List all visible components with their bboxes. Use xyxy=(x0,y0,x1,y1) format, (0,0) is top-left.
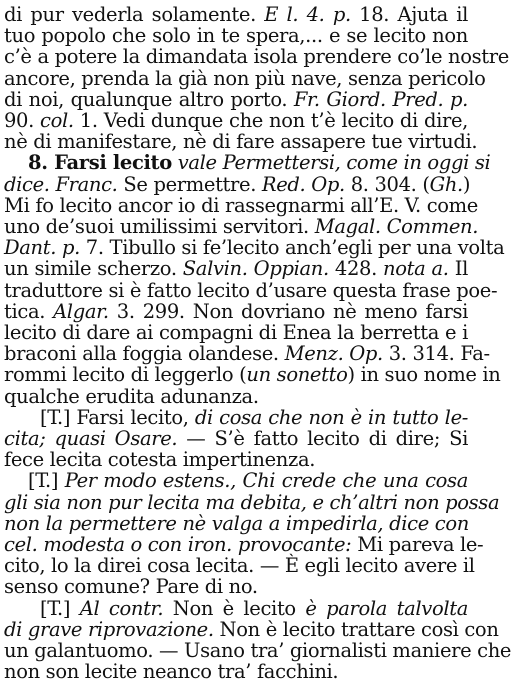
italic-text: Menz. Op. xyxy=(284,342,383,366)
italic-text: Magal. Commen. xyxy=(314,215,479,239)
text-line xyxy=(4,533,484,557)
italic-text: un sonetto xyxy=(246,363,348,387)
text-span: fece lecita cotesta impertinenza. xyxy=(4,448,316,472)
italic-text: Gh. xyxy=(429,172,463,196)
text-line xyxy=(4,598,468,619)
text-line xyxy=(4,258,468,279)
text-span: [T.] Farsi lecito, xyxy=(40,405,195,429)
text-line xyxy=(4,470,468,491)
text-line xyxy=(4,407,468,428)
text-line xyxy=(4,576,468,597)
text-line xyxy=(4,554,475,578)
italic-text: Dant. p. xyxy=(4,236,80,260)
italic-text: col. xyxy=(40,109,74,133)
text-span: c’è a potere la dimandata isola prendere co’le nostre xyxy=(4,45,509,69)
text-span: ) in suo nome in xyxy=(347,363,501,387)
italic-text: cel. modesta o con iron. provocante: xyxy=(4,533,352,557)
text-span: 8. 304. ( xyxy=(344,172,430,196)
text-line xyxy=(4,639,511,663)
italic-text: cita; quasi Osare. xyxy=(4,427,178,451)
text-line xyxy=(4,278,498,302)
text-span: un simile scherzo. xyxy=(4,257,183,281)
text-span: tica. xyxy=(4,299,54,323)
text-span: tuo popolo che solo in te spera,... e se lecito non xyxy=(4,24,468,48)
text-line xyxy=(4,130,478,154)
dictionary-entry-text xyxy=(4,3,511,683)
text-span: lecito di dare ai compagni di Enea la berretta e i xyxy=(4,321,468,345)
text-line xyxy=(4,172,471,196)
italic-text: Per modo estens., Chi crede che una cosa xyxy=(64,469,468,493)
text-span: 428. xyxy=(328,257,384,281)
text-line xyxy=(4,25,468,46)
italic-text: di grave riprovazione. xyxy=(4,617,214,641)
text-span: rommi lecito di leggerlo ( xyxy=(4,363,247,387)
text-span: ) xyxy=(462,172,471,196)
text-line xyxy=(4,661,468,682)
text-span: 7. Tibullo si fe’lecito anch’egli per una volta xyxy=(79,236,505,260)
text-span: 90. xyxy=(4,109,41,133)
text-span: non son lecite neanco tra’ facchini. xyxy=(4,660,339,683)
text-span: nè di manifestare, nè di fare assapere tue virtudi. xyxy=(4,130,478,154)
text-span: Il xyxy=(448,257,468,281)
italic-text: Algar. xyxy=(53,299,109,323)
text-line xyxy=(4,45,509,69)
italic-text: vale Permettersi, come in oggi si xyxy=(171,151,491,175)
text-line xyxy=(4,322,468,343)
text-line xyxy=(4,110,468,131)
text-span: [T.] xyxy=(40,596,80,620)
italic-text: Fr. Giord. Pred. p. xyxy=(293,87,468,111)
text-line xyxy=(4,4,468,25)
text-span: senso comune? Pare di no. xyxy=(4,575,258,599)
text-span: di pur vederla solamente. xyxy=(4,3,265,26)
text-span: Non è lecito trattare così con xyxy=(213,617,499,641)
italic-text: Al contr. xyxy=(79,596,164,620)
text-line xyxy=(4,236,505,260)
italic-text: Red. Op. xyxy=(261,172,345,196)
text-span: Non è lecito xyxy=(163,596,306,620)
text-line xyxy=(4,66,486,90)
text-line xyxy=(4,449,468,470)
italic-text: dice. Franc. xyxy=(4,172,118,196)
text-span: Mi fo lecito ancor io di rassegnarmi all’E. V. come xyxy=(4,193,478,217)
entry-headword: 8. Farsi lecito xyxy=(28,151,172,175)
italic-text: di cosa che non è in tutto le- xyxy=(194,405,468,429)
text-line xyxy=(4,301,468,322)
text-span: 3. 314. Fa- xyxy=(382,342,490,366)
text-line xyxy=(4,617,499,641)
text-line xyxy=(4,151,491,175)
text-span: uno de’suoi umilissimi servitori. xyxy=(4,215,315,239)
text-line xyxy=(4,193,478,217)
text-line xyxy=(4,428,468,449)
text-span: 3. 299. Non dovriano nè meno farsi xyxy=(108,299,468,323)
text-span: di noi, qualunque altro porto. xyxy=(4,87,294,111)
text-line xyxy=(4,363,501,387)
text-span: — S’è fatto lecito di dire; Si xyxy=(177,427,468,451)
text-span: qualche erudita adunanza. xyxy=(4,384,259,408)
text-span: traduttore si è fatto lecito d’usare questa frase poe- xyxy=(4,278,498,302)
text-span: cito, lo la direi cosa lecita. — È egli lecito avere il xyxy=(4,554,475,578)
text-span: Mi pareva le- xyxy=(351,533,484,557)
text-line xyxy=(4,513,468,534)
text-span: un galantuomo. — Usano tra’ giornalisti maniere che xyxy=(4,639,511,663)
italic-text: è parola talvolta xyxy=(305,596,468,620)
text-span: braconi alla foggia olandese. xyxy=(4,342,285,366)
italic-text: E l. 4. p. xyxy=(264,3,351,26)
italic-text: nota a. xyxy=(383,257,449,281)
text-span: Se permettre. xyxy=(117,172,262,196)
text-span: [T.] xyxy=(28,469,65,493)
italic-text: non la permettere nè valga a impedirla, dice con xyxy=(4,511,469,535)
italic-text: gli sia non pur lecita ma debita, e ch’altri non possa xyxy=(4,490,500,514)
text-line xyxy=(4,490,500,514)
text-line xyxy=(4,89,468,110)
text-line xyxy=(4,386,468,407)
text-line xyxy=(4,215,479,239)
italic-text: Salvin. Oppian. xyxy=(182,257,329,281)
text-span: ancore, prenda la già non più nave, senza pericolo xyxy=(4,66,486,90)
text-span: 18. Ajuta il xyxy=(350,3,468,26)
text-span: 1. Vedi dunque che non t’è lecito di dire, xyxy=(73,109,468,133)
text-line xyxy=(4,342,490,366)
